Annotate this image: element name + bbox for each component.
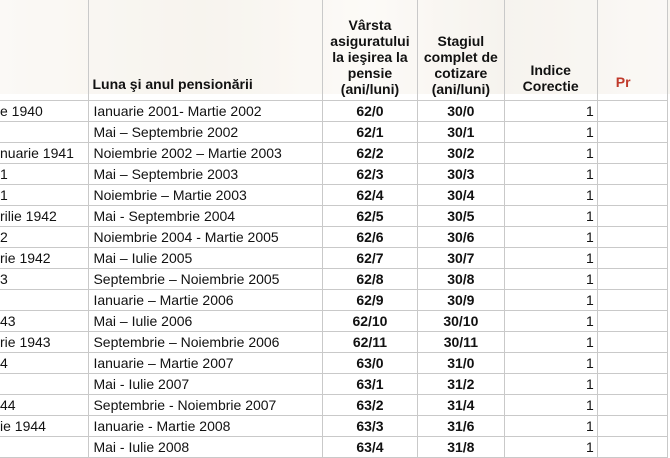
cell-birth-date[interactable]: rilie 1942 [0,206,89,227]
cell-retirement-age[interactable]: 62/10 [322,311,417,332]
cell-retirement-age[interactable]: 62/6 [322,227,417,248]
cell-next-column[interactable] [597,143,667,164]
cell-next-column[interactable] [597,206,667,227]
table-row [0,164,668,185]
cell-retirement-age[interactable]: 62/2 [322,143,417,164]
cell-correction-index[interactable]: 1 [504,269,597,290]
cell-correction-index[interactable]: 1 [504,332,597,353]
table-row [0,101,668,122]
cell-correction-index[interactable]: 1 [504,143,597,164]
cell-contribution-period[interactable]: 31/8 [418,437,504,458]
cell-birth-date[interactable] [0,290,89,311]
cell-correction-index[interactable]: 1 [504,374,597,395]
cell-birth-date[interactable] [0,374,89,395]
cell-correction-index[interactable]: 1 [504,437,597,458]
cell-retirement-age[interactable]: 62/7 [322,248,417,269]
cell-birth-date[interactable]: 1 [0,164,89,185]
cell-retirement-month[interactable]: Septembrie – Noiembrie 2006 [89,332,322,353]
cell-contribution-period[interactable]: 30/4 [418,185,504,206]
cell-next-column[interactable] [597,416,667,437]
table-row [0,437,668,458]
cell-next-column[interactable] [597,248,667,269]
cell-birth-date[interactable]: 3 [0,269,89,290]
cell-correction-index[interactable]: 1 [504,311,597,332]
cell-birth-date[interactable]: ie 1944 [0,416,89,437]
header-contribution-period[interactable]: Stagiul complet de cotizare (ani/luni) [418,0,504,101]
cell-correction-index[interactable]: 1 [504,101,597,122]
cell-birth-date[interactable] [0,437,89,458]
cell-retirement-month[interactable]: Mai - Iulie 2007 [89,374,322,395]
cell-next-column[interactable] [597,185,667,206]
cell-next-column[interactable] [597,311,667,332]
table-row [0,416,668,437]
cell-next-column[interactable] [597,374,667,395]
cell-correction-index[interactable]: 1 [504,164,597,185]
cell-next-column[interactable] [597,122,667,143]
cell-correction-index[interactable]: 1 [504,122,597,143]
cell-next-column[interactable] [597,269,667,290]
cell-birth-date[interactable]: 44 [0,395,89,416]
header-birth-date[interactable] [0,0,89,101]
cell-birth-date[interactable]: 2 [0,227,89,248]
cell-retirement-age[interactable]: 62/0 [322,101,417,122]
cell-contribution-period[interactable]: 30/5 [418,206,504,227]
header-row [0,0,668,101]
cell-retirement-month[interactable]: Mai - Iulie 2008 [89,437,322,458]
cell-contribution-period[interactable]: 30/0 [418,101,504,122]
cell-contribution-period[interactable]: 30/11 [418,332,504,353]
cell-retirement-month[interactable]: Mai - Septembrie 2004 [89,206,322,227]
cell-next-column[interactable] [597,227,667,248]
table-row [0,269,668,290]
cell-birth-date[interactable]: rie 1942 [0,248,89,269]
cell-next-column[interactable] [597,437,667,458]
table-row [0,206,668,227]
cell-retirement-month[interactable]: Noiembrie 2002 – Martie 2003 [89,143,322,164]
cell-retirement-age[interactable]: 63/2 [322,395,417,416]
cell-correction-index[interactable]: 1 [504,395,597,416]
cell-correction-index[interactable]: 1 [504,290,597,311]
cell-birth-date[interactable]: nuarie 1941 [0,143,89,164]
cell-retirement-month[interactable]: Mai – Septembrie 2002 [89,122,322,143]
cell-retirement-month[interactable]: Mai – Septembrie 2003 [89,164,322,185]
cell-next-column[interactable] [597,332,667,353]
cell-contribution-period[interactable]: 30/3 [418,164,504,185]
cell-retirement-month[interactable]: Mai – Iulie 2006 [89,311,322,332]
table-row [0,290,668,311]
cell-contribution-period[interactable]: 30/10 [418,311,504,332]
cell-retirement-age[interactable]: 62/5 [322,206,417,227]
cell-contribution-period[interactable]: 31/4 [418,395,504,416]
cell-retirement-month[interactable]: Septembrie - Noiembrie 2007 [89,395,322,416]
cell-next-column[interactable] [597,353,667,374]
table-row [0,395,668,416]
cell-birth-date[interactable]: 4 [0,353,89,374]
cell-retirement-age[interactable]: 62/3 [322,164,417,185]
cell-birth-date[interactable]: e 1940 [0,101,89,122]
cell-contribution-period[interactable]: 30/1 [418,122,504,143]
cell-contribution-period[interactable]: 31/0 [418,353,504,374]
cell-contribution-period[interactable]: 30/2 [418,143,504,164]
table-row [0,311,668,332]
cell-retirement-month[interactable]: Ianuarie - Martie 2008 [89,416,322,437]
table-row [0,122,668,143]
cell-retirement-month[interactable]: Noiembrie 2004 - Martie 2005 [89,227,322,248]
cell-retirement-age[interactable]: 62/1 [322,122,417,143]
cell-retirement-month[interactable]: Ianuarie 2001- Martie 2002 [89,101,322,122]
cell-birth-date[interactable]: 43 [0,311,89,332]
cell-retirement-month[interactable]: Ianuarie – Martie 2006 [89,290,322,311]
table-row [0,332,668,353]
cell-contribution-period[interactable]: 30/8 [418,269,504,290]
cell-retirement-age[interactable]: 62/9 [322,290,417,311]
cell-birth-date[interactable] [0,122,89,143]
cell-retirement-age[interactable]: 62/8 [322,269,417,290]
cell-retirement-age[interactable]: 63/1 [322,374,417,395]
table-row [0,227,668,248]
header-retirement-age[interactable]: Vârsta asiguratului la ieşirea la pensie (ani/luni) [322,0,417,101]
cell-retirement-age[interactable]: 63/3 [322,416,417,437]
cell-birth-date[interactable]: 1 [0,185,89,206]
cell-retirement-age[interactable]: 62/11 [322,332,417,353]
cell-correction-index[interactable]: 1 [504,185,597,206]
table-row [0,353,668,374]
cell-correction-index[interactable]: 1 [504,248,597,269]
cell-correction-index[interactable]: 1 [504,353,597,374]
cell-retirement-month[interactable]: Noiembrie – Martie 2003 [89,185,322,206]
cell-retirement-month[interactable]: Septembrie – Noiembrie 2005 [89,269,322,290]
cell-correction-index[interactable]: 1 [504,416,597,437]
header-next-column[interactable]: Pr [597,0,667,101]
cell-birth-date[interactable]: rie 1943 [0,332,89,353]
cell-contribution-period[interactable]: 31/2 [418,374,504,395]
cell-contribution-period[interactable]: 30/6 [418,227,504,248]
cell-retirement-month[interactable]: Ianuarie – Martie 2007 [89,353,322,374]
cell-correction-index[interactable]: 1 [504,227,597,248]
cell-contribution-period[interactable]: 30/7 [418,248,504,269]
header-retirement-month[interactable]: Luna şi anul pensionării [89,0,322,101]
cell-retirement-month[interactable]: Mai – Iulie 2005 [89,248,322,269]
cell-correction-index[interactable]: 1 [504,206,597,227]
table-row [0,248,668,269]
cell-retirement-age[interactable]: 63/4 [322,437,417,458]
cell-retirement-age[interactable]: 62/4 [322,185,417,206]
cell-contribution-period[interactable]: 31/6 [418,416,504,437]
cell-retirement-age[interactable]: 63/0 [322,353,417,374]
cell-next-column[interactable] [597,101,667,122]
cell-contribution-period[interactable]: 30/9 [418,290,504,311]
cell-next-column[interactable] [597,164,667,185]
header-correction-index[interactable]: Indice Corectie [504,0,597,101]
table-row [0,185,668,206]
table-row [0,374,668,395]
cell-next-column[interactable] [597,290,667,311]
table-row [0,143,668,164]
cell-next-column[interactable] [597,395,667,416]
